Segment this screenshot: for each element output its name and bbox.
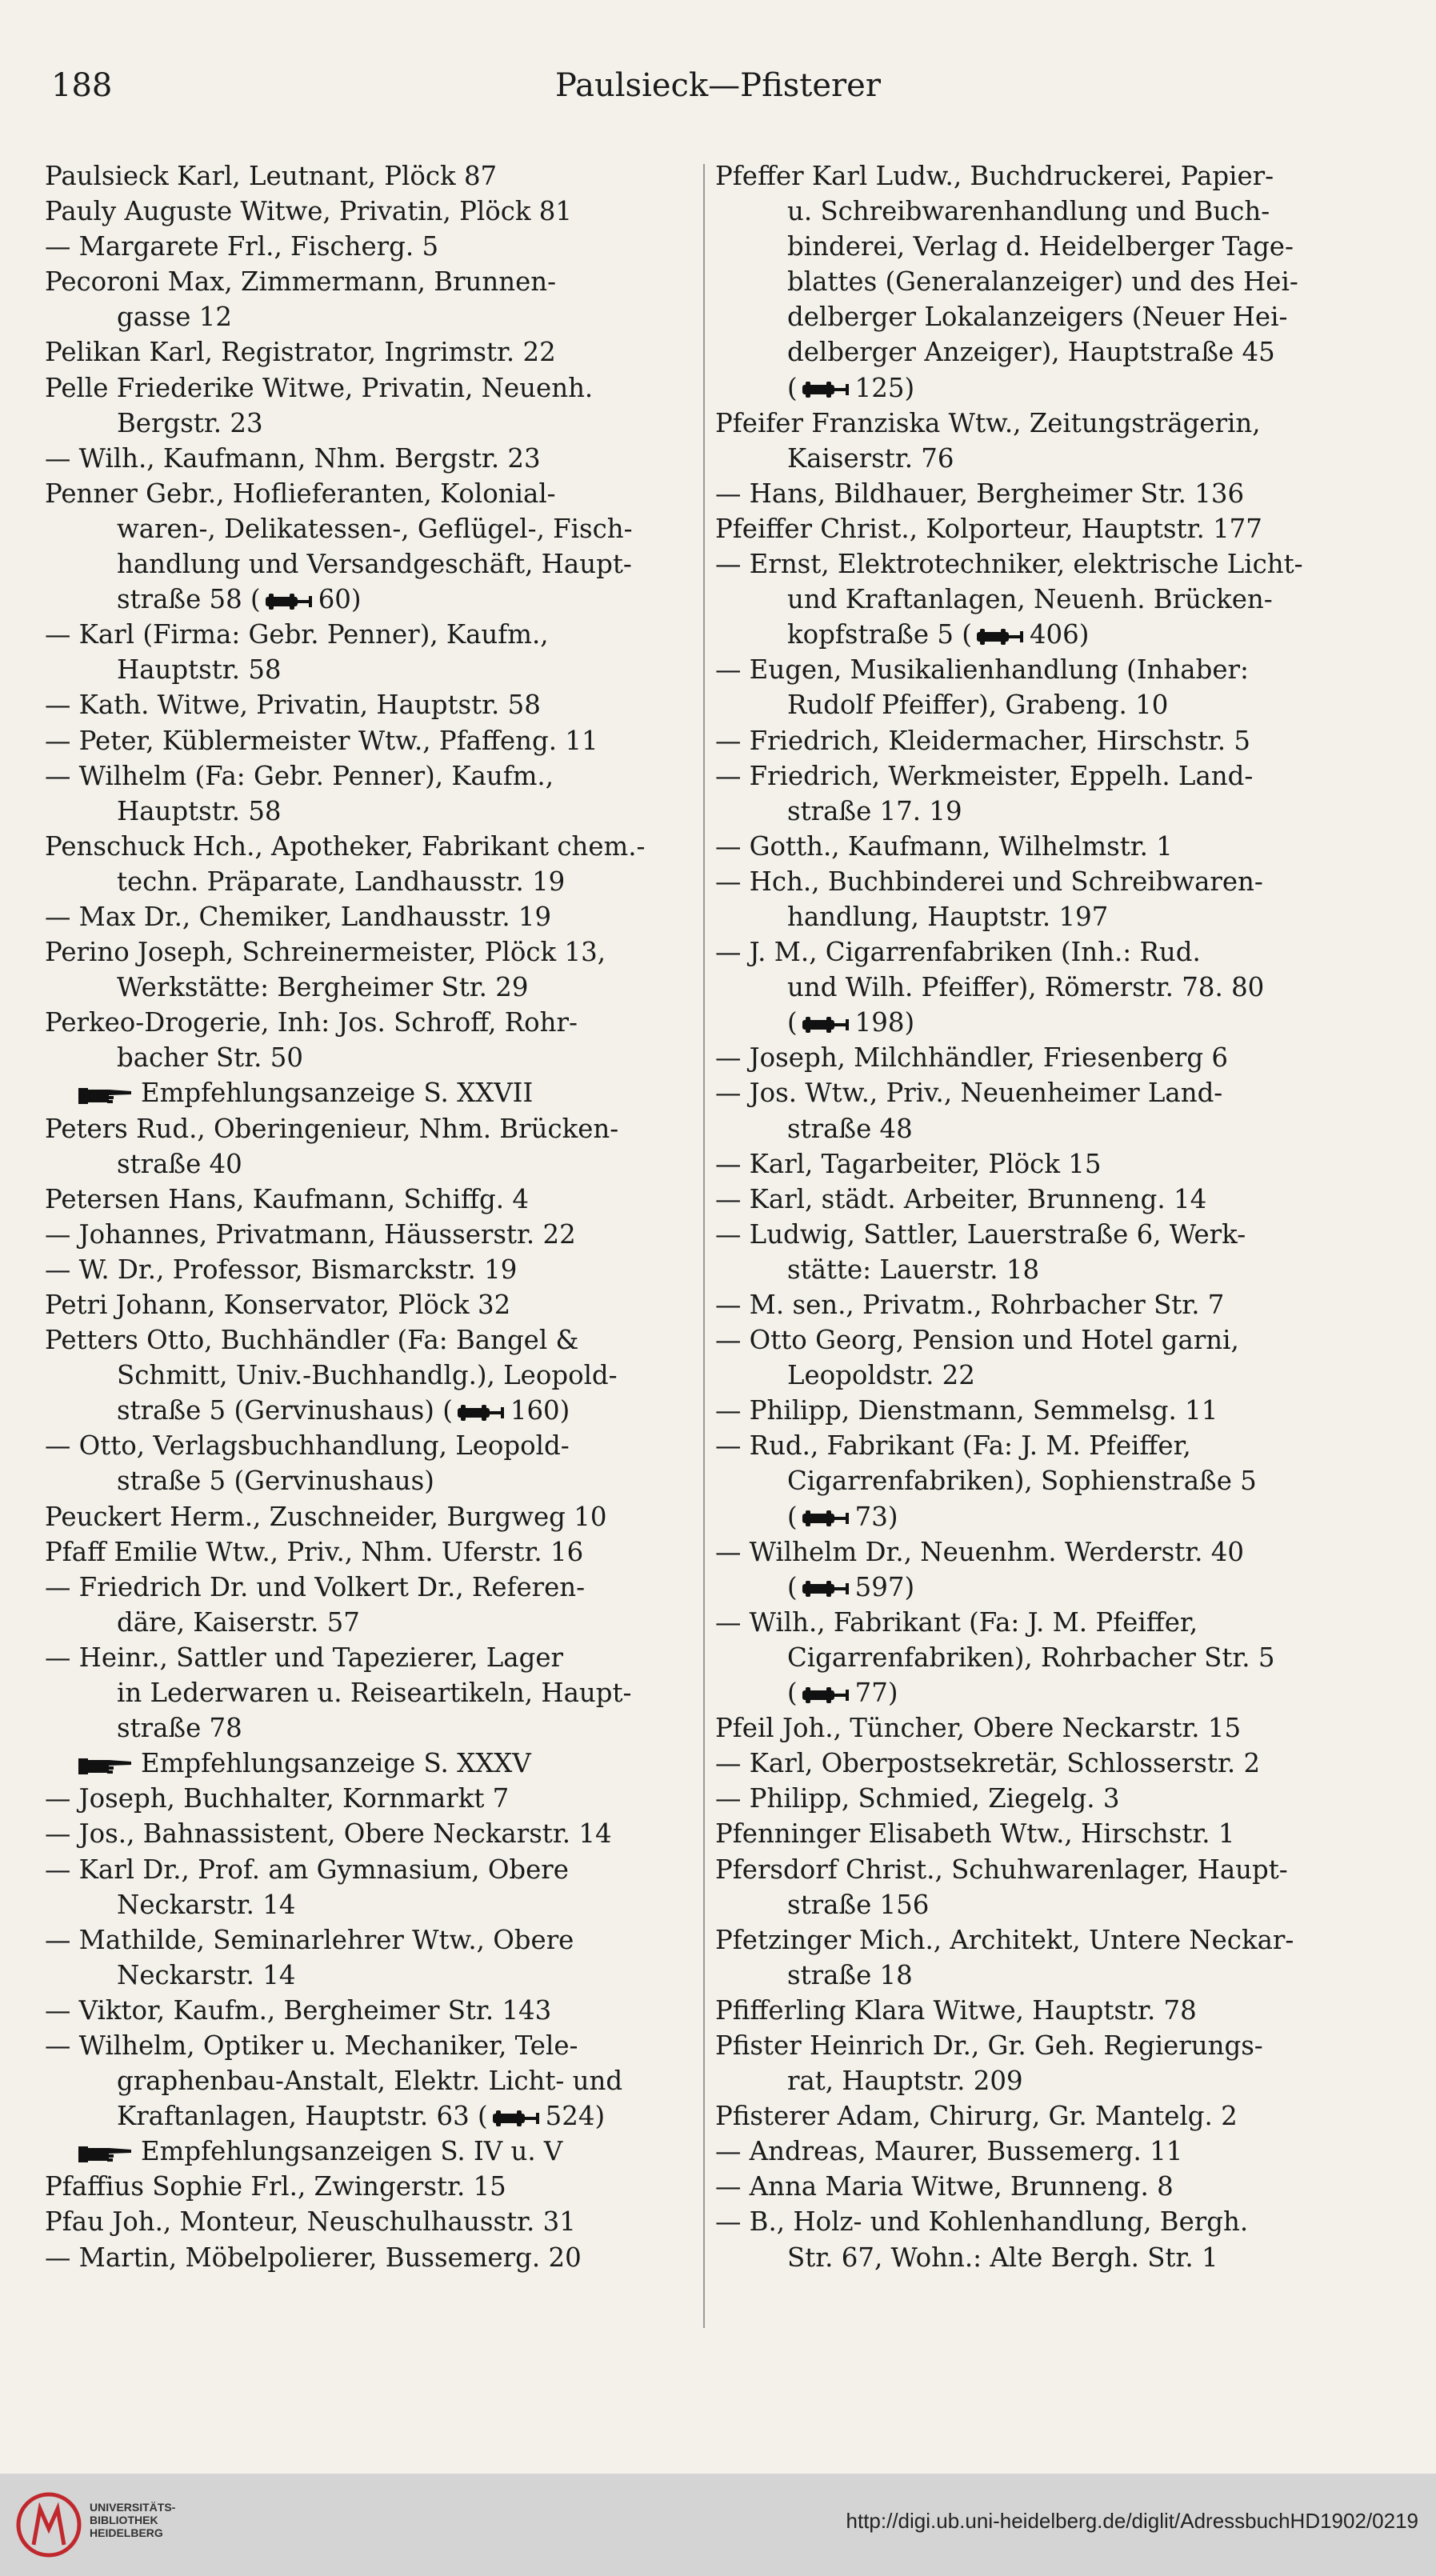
entry-continuation	[715, 2240, 1371, 2275]
phone-number: 160)	[510, 1395, 570, 1426]
telephone-icon	[801, 1578, 852, 1599]
pointing-hand-icon	[77, 2142, 134, 2166]
entry-text: Pfeil Joh., Tüncher, Obere Neckarstr. 15	[715, 1713, 1242, 1744]
right-column	[715, 158, 1371, 2275]
entry-continuation	[715, 1111, 1371, 1146]
directory-entry	[45, 441, 693, 476]
entry-text: — Wilh., Fabrikant (Fa: J. M. Pfeiffer,	[715, 1606, 1198, 1638]
telephone-icon	[801, 1685, 852, 1706]
directory-entry	[45, 617, 693, 652]
entry-text: Cigarrenfabriken), Sophienstraße 5	[787, 1466, 1257, 1497]
phone-number: 125)	[854, 372, 915, 403]
directory-entry	[715, 158, 1371, 194]
entry-text: Pfister Heinrich Dr., Gr. Geh. Regierungs-	[715, 2030, 1263, 2061]
entry-text: — Ludwig, Sattler, Lauerstraße 6, Werk-	[715, 1218, 1246, 1250]
entry-text: (	[787, 1571, 798, 1602]
entry-continuation	[45, 1887, 693, 1922]
entry-continuation	[45, 1958, 693, 1993]
entry-text: (	[787, 1678, 798, 1709]
entry-continuation	[45, 2063, 693, 2098]
entry-text: straße 40	[117, 1148, 242, 1179]
directory-entry	[45, 1182, 693, 1217]
entry-continuation	[45, 1605, 693, 1640]
entry-text: — Friedrich, Werkmeister, Eppelh. Land-	[715, 760, 1254, 791]
entry-continuation	[715, 2063, 1371, 2098]
directory-entry	[715, 1605, 1371, 1640]
entry-text: — Hans, Bildhauer, Bergheimer Str. 136	[715, 478, 1245, 509]
footer-bar	[0, 2474, 1436, 2576]
directory-entry	[45, 264, 693, 299]
entry-text: — Karl (Firma: Gebr. Penner), Kaufm.,	[45, 619, 549, 650]
directory-entry	[715, 1816, 1371, 1851]
entry-text: Pfisterer Adam, Chirurg, Gr. Mantelg. 2	[715, 2101, 1238, 2132]
entry-text: delberger Anzeiger), Hauptstraße 45	[787, 337, 1275, 368]
entry-text: handlung und Versandgeschäft, Haupt-	[117, 549, 632, 580]
entry-continuation	[715, 1887, 1371, 1922]
phone-number: 406)	[1029, 619, 1090, 650]
entry-text: — Johannes, Privatmann, Häusserstr. 22	[45, 1218, 576, 1250]
entry-continuation	[715, 1499, 1371, 1534]
entry-text: straße 58 (	[117, 584, 261, 615]
entry-text: — Jos., Bahnassistent, Obere Neckarstr. 14	[45, 1818, 612, 1850]
entry-text: — M. sen., Privatm., Rohrbacher Str. 7	[715, 1290, 1225, 1320]
directory-entry	[45, 829, 693, 864]
directory-entry	[45, 934, 693, 970]
entry-text: (	[787, 1007, 798, 1038]
entry-text: — J. M., Cigarrenfabriken (Inh.: Rud.	[715, 937, 1201, 968]
directory-entry	[45, 1922, 693, 1958]
entry-text: — W. Dr., Professor, Bismarckstr. 19	[45, 1254, 518, 1285]
entry-continuation	[45, 1675, 693, 1710]
directory-entry	[715, 406, 1371, 441]
entry-text: däre, Kaiserstr. 57	[117, 1606, 360, 1638]
directory-entry	[715, 1217, 1371, 1252]
entry-text: — Joseph, Milchhändler, Friesenberg 6	[715, 1042, 1229, 1074]
directory-entry	[715, 2204, 1371, 2239]
entry-text: Pfetzinger Mich., Architekt, Untere Neckar-	[715, 1924, 1294, 1955]
entry-text: stätte: Lauerstr. 18	[787, 1254, 1040, 1285]
entry-text: Petri Johann, Konservator, Plöck 32	[45, 1290, 511, 1320]
entry-text: — B., Holz- und Kohlenhandlung, Bergh.	[715, 2206, 1249, 2238]
entry-continuation	[45, 1040, 693, 1075]
entry-continuation	[715, 970, 1371, 1005]
entry-text: (	[787, 1501, 798, 1532]
directory-entry	[715, 511, 1371, 546]
directory-entry	[715, 1922, 1371, 1958]
entry-text: Pecoroni Max, Zimmermann, Brunnen-	[45, 266, 557, 298]
directory-entry	[45, 2240, 693, 2275]
entry-continuation	[45, 2098, 693, 2134]
directory-entry	[715, 1710, 1371, 1746]
entry-continuation	[45, 511, 693, 546]
directory-entry	[715, 934, 1371, 970]
directory-entry	[715, 1852, 1371, 1887]
directory-entry	[715, 829, 1371, 864]
entry-continuation	[715, 1252, 1371, 1287]
directory-entry	[715, 1428, 1371, 1463]
directory-entry	[45, 1111, 693, 1146]
directory-entry	[45, 1570, 693, 1605]
telephone-icon	[801, 1014, 852, 1035]
entry-text: straße 78	[117, 1713, 242, 1744]
directory-entry	[45, 229, 693, 264]
library-name	[90, 2501, 175, 2539]
entry-continuation	[715, 1005, 1371, 1040]
page-header	[0, 67, 1436, 123]
entry-text: — Friedrich Dr. und Volkert Dr., Referen-	[45, 1571, 586, 1602]
entry-text: — Viktor, Kaufm., Bergheimer Str. 143	[45, 1994, 552, 2026]
directory-entry	[45, 1816, 693, 1851]
directory-entry	[715, 1146, 1371, 1182]
telephone-icon	[264, 591, 315, 612]
entry-text: Werkstätte: Bergheimer Str. 29	[117, 972, 529, 1003]
entry-text: Neckarstr. 14	[117, 1889, 296, 1920]
pointing-hand-icon	[77, 1083, 134, 1107]
entry-continuation	[715, 617, 1371, 652]
entry-text: — Margarete Frl., Fischerg. 5	[45, 231, 439, 262]
directory-entry	[715, 1322, 1371, 1358]
entry-text: Str. 67, Wohn.: Alte Bergh. Str. 1	[787, 2242, 1218, 2273]
entry-text: Pfenninger Elisabeth Wtw., Hirschstr. 1	[715, 1818, 1235, 1850]
page-number: 188	[51, 67, 113, 104]
directory-entry	[45, 1993, 693, 2028]
entry-text: — Rud., Fabrikant (Fa: J. M. Pfeiffer,	[715, 1430, 1191, 1462]
entry-continuation	[45, 1358, 693, 1393]
directory-entry	[45, 1005, 693, 1040]
entry-text: — Karl, städt. Arbeiter, Brunneng. 14	[715, 1183, 1207, 1214]
running-head: Paulsieck—Pfisterer	[555, 67, 881, 104]
directory-entry	[45, 1252, 693, 1287]
entry-text: — Wilhelm, Optiker u. Mechaniker, Tele-	[45, 2030, 578, 2061]
entry-text: — Joseph, Buchhalter, Kornmarkt 7	[45, 1783, 510, 1814]
directory-entry	[45, 1534, 693, 1570]
entry-text: graphenbau-Anstalt, Elektr. Licht- und	[117, 2066, 623, 2097]
entry-text: Neckarstr. 14	[117, 1959, 296, 1990]
entry-text: — Heinr., Sattler und Tapezierer, Lager	[45, 1642, 563, 1673]
library-line: HEIDELBERG	[90, 2526, 163, 2539]
directory-entry	[715, 864, 1371, 899]
entry-text: straße 18	[787, 1959, 913, 1990]
entry-text: delberger Lokalanzeigers (Neuer Hei-	[787, 302, 1288, 333]
directory-entry	[45, 899, 693, 934]
entry-continuation	[715, 899, 1371, 934]
entry-continuation	[45, 1463, 693, 1498]
entry-text: Empfehlungsanzeige S. XXVII	[141, 1078, 534, 1109]
entry-text: Hauptstr. 58	[117, 654, 282, 686]
phone-number: 73)	[854, 1501, 898, 1532]
directory-entry	[45, 1428, 693, 1463]
entry-text: u. Schreibwarenhandlung und Buch-	[787, 196, 1270, 227]
directory-entry	[45, 723, 693, 758]
entry-text: — Karl, Tagarbeiter, Plöck 15	[715, 1148, 1102, 1179]
directory-entry	[715, 476, 1371, 511]
entry-text: gasse 12	[117, 302, 232, 333]
entry-text: Bergstr. 23	[117, 407, 263, 438]
entry-text: Penner Gebr., Hoflieferanten, Kolonial-	[45, 478, 556, 509]
entry-text: Pfeiffer Christ., Kolporteur, Hauptstr. 177	[715, 513, 1262, 544]
entry-continuation	[715, 1675, 1371, 1710]
directory-entry	[715, 1393, 1371, 1428]
entry-continuation	[715, 299, 1371, 334]
directory-entry	[715, 1040, 1371, 1075]
entry-continuation	[715, 1358, 1371, 1393]
entry-text: — Eugen, Musikalienhandlung (Inhaber:	[715, 654, 1249, 686]
directory-entry	[715, 1781, 1371, 1816]
entry-text: — Wilh., Kaufmann, Nhm. Bergstr. 23	[45, 442, 541, 474]
directory-entry	[45, 758, 693, 794]
entry-text: Petters Otto, Buchhändler (Fa: Bangel &	[45, 1325, 579, 1356]
entry-text: Cigarrenfabriken), Rohrbacher Str. 5	[787, 1642, 1275, 1673]
entry-continuation	[715, 264, 1371, 299]
entry-text: bacher Str. 50	[117, 1042, 303, 1074]
entry-continuation	[715, 229, 1371, 264]
directory-entry	[715, 2134, 1371, 2169]
entry-text: techn. Präparate, Landhausstr. 19	[117, 866, 566, 897]
entry-text: — Karl, Oberpostsekretär, Schlosserstr. 2	[715, 1748, 1261, 1779]
telephone-icon	[801, 1508, 852, 1529]
entry-text: Pauly Auguste Witwe, Privatin, Plöck 81	[45, 196, 573, 227]
entry-continuation	[715, 794, 1371, 829]
entry-text: straße 17. 19	[787, 795, 962, 826]
entry-text: binderei, Verlag d. Heidelberger Tage-	[787, 231, 1294, 262]
directory-entry	[715, 723, 1371, 758]
directory-entry	[715, 1182, 1371, 1217]
directory-entry	[45, 1640, 693, 1675]
entry-continuation	[45, 406, 693, 441]
entry-text: — Max Dr., Chemiker, Landhausstr. 19	[45, 901, 552, 932]
entry-text: — Jos. Wtw., Priv., Neuenheimer Land-	[715, 1078, 1223, 1109]
entry-text: und Wilh. Pfeiffer), Römerstr. 78. 80	[787, 972, 1265, 1003]
directory-entry	[45, 2169, 693, 2204]
phone-number: 524)	[545, 2101, 606, 2132]
entry-text: Penschuck Hch., Apotheker, Fabrikant chem.-	[45, 830, 646, 862]
left-column	[45, 158, 693, 2275]
column-divider	[703, 164, 705, 2328]
directory-entry	[45, 1322, 693, 1358]
entry-text: — Karl Dr., Prof. am Gymnasium, Obere	[45, 1854, 569, 1885]
entry-continuation	[45, 1146, 693, 1182]
phone-number: 597)	[854, 1571, 915, 1602]
entry-continuation	[45, 1710, 693, 1746]
entry-text: — Wilhelm Dr., Neuenhm. Werderstr. 40	[715, 1536, 1244, 1567]
entry-text: — Otto Georg, Pension und Hotel garni,	[715, 1325, 1239, 1356]
directory-entry	[45, 1781, 693, 1816]
entry-text: Empfehlungsanzeige S. XXXV	[141, 1748, 531, 1779]
telephone-icon	[491, 2108, 542, 2129]
entry-continuation	[715, 370, 1371, 406]
directory-entry	[45, 158, 693, 194]
directory-entry	[45, 2204, 693, 2239]
entry-text: Perkeo-Drogerie, Inh: Jos. Schroff, Rohr-	[45, 1007, 578, 1038]
entry-continuation	[715, 1640, 1371, 1675]
entry-text: Peters Rud., Oberingenieur, Nhm. Brücken-	[45, 1113, 619, 1144]
entry-continuation	[45, 582, 693, 617]
entry-text: — Friedrich, Kleidermacher, Hirschstr. 5	[715, 725, 1251, 756]
entry-text: und Kraftanlagen, Neuenh. Brücken-	[787, 584, 1273, 615]
telephone-icon	[456, 1402, 507, 1423]
entry-text: Pfaff Emilie Wtw., Priv., Nhm. Uferstr. 16	[45, 1536, 584, 1567]
telephone-icon	[801, 379, 852, 400]
entry-text: — Ernst, Elektrotechniker, elektrische Licht-	[715, 549, 1303, 580]
entry-text: — Anna Maria Witwe, Brunneng. 8	[715, 2171, 1174, 2202]
entry-continuation	[715, 1958, 1371, 1993]
directory-entry	[715, 546, 1371, 582]
entry-text: — Kath. Witwe, Privatin, Hauptstr. 58	[45, 690, 541, 721]
entry-continuation	[45, 1393, 693, 1428]
directory-entry	[715, 2169, 1371, 2204]
entry-text: Kraftanlagen, Hauptstr. 63 (	[117, 2101, 488, 2132]
directory-entry	[45, 1287, 693, 1322]
directory-entry	[45, 1852, 693, 1887]
entry-text: (	[787, 372, 798, 403]
entry-text: Pelle Friederike Witwe, Privatin, Neuenh.	[45, 372, 594, 403]
directory-entry	[45, 687, 693, 722]
entry-text: — Hch., Buchbinderei und Schreibwaren-	[715, 866, 1263, 897]
entry-continuation	[45, 970, 693, 1005]
phone-number: 198)	[854, 1007, 915, 1038]
entry-text: Perino Joseph, Schreinermeister, Plöck 13,	[45, 937, 606, 968]
directory-entry	[715, 1075, 1371, 1110]
entry-text: waren-, Delikatessen-, Geflügel-, Fisch-	[117, 513, 633, 544]
directory-entry	[715, 1287, 1371, 1322]
entry-text: rat, Hauptstr. 209	[787, 2066, 1023, 2097]
entry-text: — Wilhelm (Fa: Gebr. Penner), Kaufm.,	[45, 760, 554, 791]
entry-text: — Peter, Küblermeister Wtw., Pfaffeng. 11	[45, 725, 598, 756]
entry-text: blattes (Generalanzeiger) und des Hei-	[787, 266, 1298, 298]
directory-entry	[45, 370, 693, 406]
entry-continuation	[45, 652, 693, 687]
directory-entry	[715, 2098, 1371, 2134]
entry-text: handlung, Hauptstr. 197	[787, 901, 1109, 932]
directory-entry	[45, 194, 693, 229]
entry-text: Pfaffius Sophie Frl., Zwingerstr. 15	[45, 2171, 506, 2202]
entry-continuation	[715, 582, 1371, 617]
telephone-icon	[975, 626, 1026, 647]
entry-continuation	[715, 1463, 1371, 1498]
entry-text: Pelikan Karl, Registrator, Ingrimstr. 22	[45, 337, 556, 368]
phone-number: 60)	[318, 584, 362, 615]
directory-entry	[45, 2134, 693, 2169]
entry-continuation	[715, 441, 1371, 476]
entry-text: in Lederwaren u. Reiseartikeln, Haupt-	[117, 1678, 632, 1709]
directory-entry	[715, 652, 1371, 687]
pointing-hand-icon	[77, 1754, 134, 1778]
entry-text: Paulsieck Karl, Leutnant, Plöck 87	[45, 161, 498, 191]
directory-entry	[715, 1534, 1371, 1570]
directory-entry	[45, 476, 693, 511]
entry-text: straße 5 (Gervinushaus)	[117, 1466, 434, 1497]
entry-continuation	[45, 794, 693, 829]
entry-text: Pfeffer Karl Ludw., Buchdruckerei, Papier-	[715, 161, 1274, 191]
directory-entry	[715, 1746, 1371, 1781]
directory-entry	[715, 2028, 1371, 2063]
entry-continuation	[45, 864, 693, 899]
entry-text: kopfstraße 5 (	[787, 619, 972, 650]
library-line: BIBLIOTHEK	[90, 2514, 158, 2526]
entry-text: Petersen Hans, Kaufmann, Schiffg. 4	[45, 1183, 529, 1214]
entry-continuation	[715, 334, 1371, 370]
entry-text: — Martin, Möbelpolierer, Bussemerg. 20	[45, 2242, 582, 2273]
directory-entry	[715, 1993, 1371, 2028]
entry-continuation	[715, 1570, 1371, 1605]
entry-text: Pfifferling Klara Witwe, Hauptstr. 78	[715, 1994, 1197, 2026]
phone-number: 77)	[854, 1678, 898, 1709]
entry-text: — Andreas, Maurer, Bussemerg. 11	[715, 2136, 1183, 2167]
entry-text: straße 48	[787, 1113, 913, 1144]
entry-text: Empfehlungsanzeigen S. IV u. V	[141, 2136, 563, 2167]
directory-entry	[45, 1746, 693, 1781]
source-url-link[interactable]: http://digi.ub.uni-heidelberg.de/diglit/AdressbuchHD1902/0219	[846, 2509, 1418, 2533]
entry-text: — Mathilde, Seminarlehrer Wtw., Obere	[45, 1924, 574, 1955]
university-logo-icon	[16, 2485, 82, 2565]
entry-continuation	[45, 546, 693, 582]
entry-text: Pfersdorf Christ., Schuhwarenlager, Haupt-	[715, 1854, 1288, 1885]
entry-text: straße 156	[787, 1889, 930, 1920]
library-line: UNIVERSITÄTS-	[90, 2501, 176, 2514]
directory-entry	[45, 334, 693, 370]
entry-continuation	[715, 194, 1371, 229]
directory-entry	[715, 758, 1371, 794]
entry-text: Leopoldstr. 22	[787, 1360, 975, 1391]
entry-text: Rudolf Pfeiffer), Grabeng. 10	[787, 690, 1169, 721]
entry-text: — Philipp, Schmied, Ziegelg. 3	[715, 1783, 1120, 1814]
entry-text: Hauptstr. 58	[117, 795, 282, 826]
directory-entry	[45, 1217, 693, 1252]
entry-text: straße 5 (Gervinushaus) (	[117, 1395, 453, 1426]
directory-entry	[45, 2028, 693, 2063]
directory-entry	[45, 1499, 693, 1534]
entry-text: — Otto, Verlagsbuchhandlung, Leopold-	[45, 1430, 570, 1462]
entry-text: Peuckert Herm., Zuschneider, Burgweg 10	[45, 1501, 607, 1532]
entry-text: Kaiserstr. 76	[787, 442, 954, 474]
entry-text: — Philipp, Dienstmann, Semmelsg. 11	[715, 1395, 1218, 1426]
entry-continuation	[715, 687, 1371, 722]
entry-text: Schmitt, Univ.-Buchhandlg.), Leopold-	[117, 1360, 618, 1391]
entry-text: — Gotth., Kaufmann, Wilhelmstr. 1	[715, 830, 1173, 862]
entry-text: Pfeifer Franziska Wtw., Zeitungsträgerin,	[715, 407, 1261, 438]
directory-entry	[45, 1075, 693, 1110]
entry-continuation	[45, 299, 693, 334]
entry-text: Pfau Joh., Monteur, Neuschulhausstr. 31	[45, 2206, 576, 2238]
